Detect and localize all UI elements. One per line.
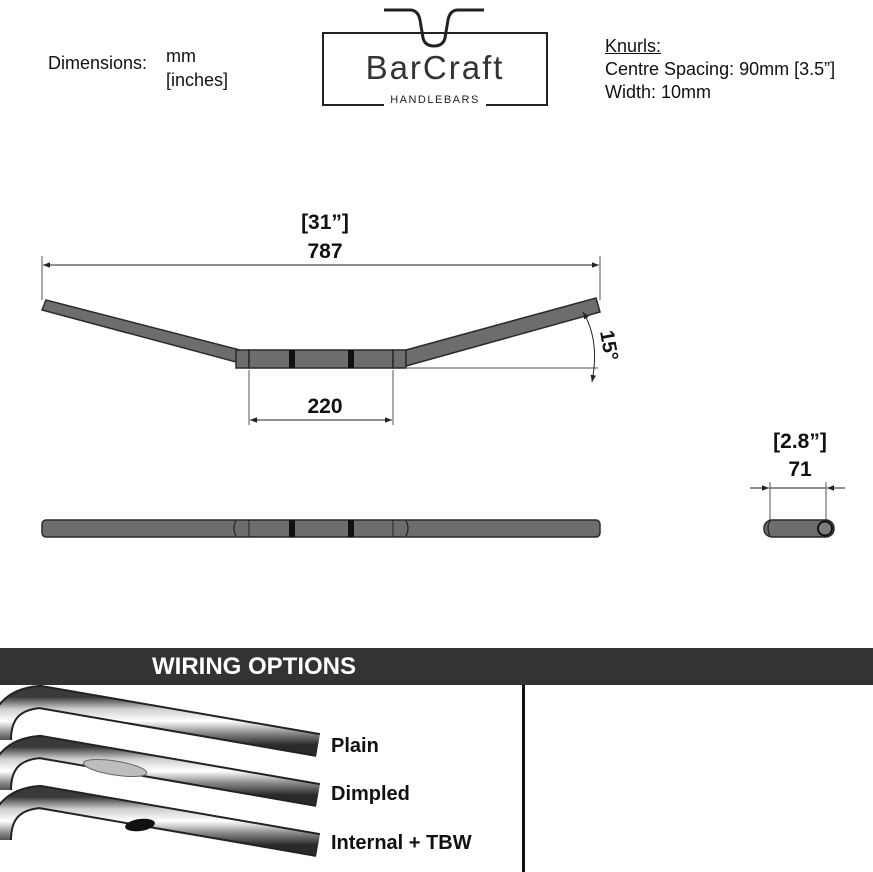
- plain-bar-image: [0, 697, 318, 745]
- bar-end-circle: [818, 522, 832, 536]
- bar-right-riser: [406, 298, 600, 366]
- handlebar-side-view: [750, 482, 845, 537]
- dimensions-label: Dimensions:: [48, 53, 148, 73]
- internal-bar-image: [0, 797, 318, 845]
- handlebar-front-view: [42, 298, 600, 368]
- dimple-recess: [82, 756, 147, 780]
- top-knurl-left: [289, 520, 295, 537]
- logo-subtitle: HANDLEBARS: [384, 94, 486, 106]
- rise-mm-label: 71: [788, 458, 812, 481]
- knurl-left: [289, 350, 295, 368]
- bar-right-bend: [393, 350, 406, 368]
- top-knurl-right: [348, 520, 354, 537]
- center-width-label: 220: [307, 395, 343, 418]
- knurls-width: Width: 10mm: [605, 82, 712, 102]
- wiring-divider: [522, 685, 525, 872]
- width-inches-label: [31”]: [301, 211, 349, 234]
- logo-name: BarCraft: [365, 49, 505, 86]
- bar-top-body: [42, 520, 600, 537]
- width-mm-label: 787: [307, 240, 343, 263]
- units-inches: [inches]: [166, 70, 229, 90]
- wiring-options-title: WIRING OPTIONS: [152, 653, 356, 680]
- angle-arc: [583, 312, 595, 382]
- wiring-options-banner: [0, 648, 873, 685]
- option-internal-tbw: Internal + TBW: [331, 832, 472, 854]
- angle-label: 15°: [595, 328, 622, 363]
- rise-inches-label: [2.8”]: [773, 430, 827, 453]
- knurls-spacing: Centre Spacing: 90mm [3.5”]: [605, 59, 836, 79]
- bar-left-bend: [236, 350, 249, 368]
- knurls-title: Knurls:: [605, 36, 662, 56]
- bar-center-section: [249, 350, 393, 368]
- units-mm: mm: [166, 46, 196, 66]
- handlebar-top-view: [42, 520, 600, 537]
- bar-left-riser: [42, 300, 240, 362]
- option-dimpled: Dimpled: [331, 783, 410, 805]
- knurl-right: [348, 350, 354, 368]
- dimpled-bar-image: [0, 747, 318, 795]
- option-plain: Plain: [331, 735, 379, 757]
- internal-wiring-hole: [124, 817, 155, 833]
